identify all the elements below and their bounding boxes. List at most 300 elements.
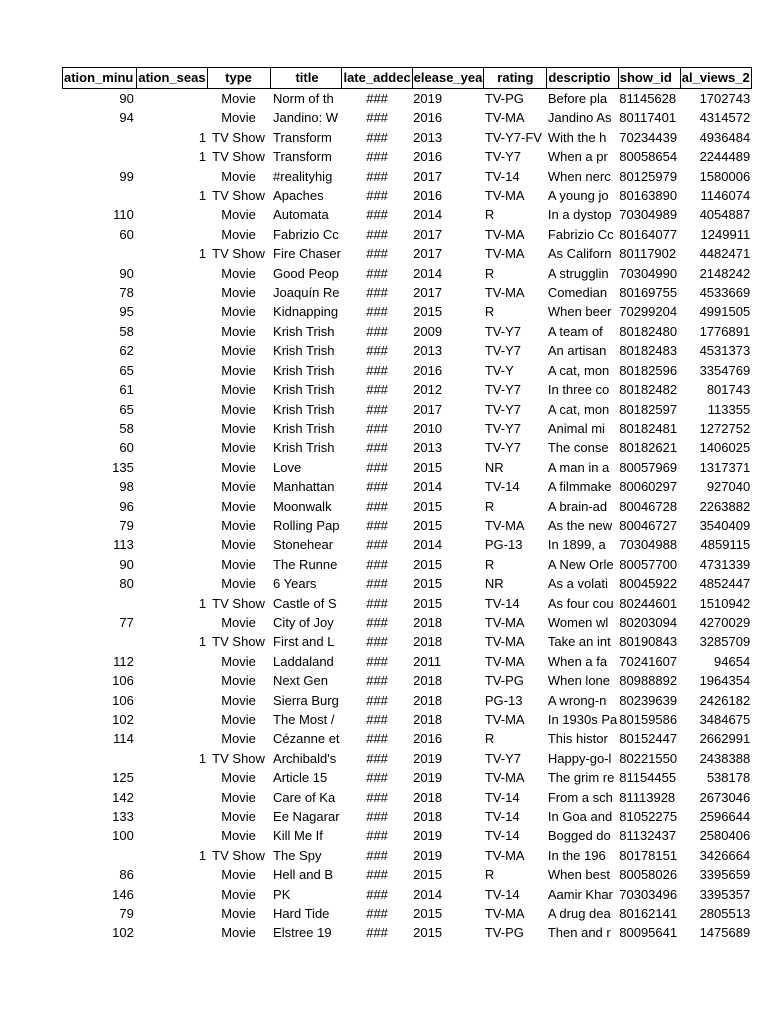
- cell-rating[interactable]: TV-MA: [484, 653, 525, 669]
- cell-total-views[interactable]: 4852447: [699, 576, 751, 592]
- cell-release-year[interactable]: 2014: [413, 207, 443, 223]
- cell-title[interactable]: Care of Ka: [273, 789, 336, 805]
- cell-title[interactable]: Krish Trish: [273, 323, 335, 339]
- cell-show-id[interactable]: 70304989: [619, 207, 678, 223]
- cell-release-year[interactable]: 2015: [413, 517, 443, 533]
- cell-title[interactable]: Kill Me If: [273, 828, 323, 844]
- cell-duration-seasons[interactable]: [137, 302, 207, 321]
- cell-total-views[interactable]: 113355: [707, 401, 751, 417]
- cell-release-year[interactable]: 2013: [413, 343, 443, 359]
- cell-description[interactable]: Take an int: [547, 634, 611, 650]
- cell-date-added[interactable]: ###: [366, 401, 388, 417]
- cell-duration-seasons[interactable]: [137, 555, 207, 574]
- cell-duration-seasons[interactable]: [137, 477, 207, 496]
- cell-type[interactable]: Movie: [221, 653, 256, 669]
- cell-duration-seasons[interactable]: [137, 322, 207, 341]
- cell-rating[interactable]: TV-14: [484, 168, 520, 184]
- cell-rating[interactable]: TV-MA: [484, 226, 525, 242]
- cell-duration-seasons[interactable]: [137, 574, 207, 593]
- cell-duration-minutes[interactable]: 78: [119, 285, 134, 301]
- cell-duration-minutes[interactable]: 114: [113, 731, 134, 747]
- cell-description[interactable]: Happy-go-l: [547, 750, 612, 766]
- cell-duration-minutes[interactable]: 102: [112, 925, 134, 941]
- cell-release-year[interactable]: 2019: [413, 770, 443, 786]
- cell-description[interactable]: A wrong-n: [547, 692, 607, 708]
- cell-description[interactable]: A cat, mon: [547, 362, 610, 378]
- cell-show-id[interactable]: 80203094: [619, 614, 678, 630]
- cell-release-year[interactable]: 2014: [413, 479, 443, 495]
- cell-title[interactable]: Next Gen: [273, 673, 328, 689]
- cell-date-added[interactable]: ###: [366, 517, 388, 533]
- cell-show-id[interactable]: 80046727: [619, 517, 678, 533]
- cell-rating[interactable]: TV-MA: [484, 110, 525, 126]
- cell-title[interactable]: The Most /: [273, 712, 335, 727]
- cell-description[interactable]: Aamir Khar: [547, 886, 613, 902]
- cell-date-added[interactable]: ###: [366, 285, 388, 301]
- cell-title[interactable]: Ee Nagarar: [273, 809, 340, 825]
- cell-type[interactable]: Movie: [221, 906, 256, 922]
- cell-duration-minutes[interactable]: 60: [119, 226, 134, 242]
- cell-type[interactable]: Movie: [221, 207, 256, 223]
- cell-total-views[interactable]: 2580406: [699, 828, 751, 844]
- cell-show-id[interactable]: 80182483: [619, 343, 678, 359]
- cell-release-year[interactable]: 2019: [413, 828, 443, 844]
- cell-show-id[interactable]: 81132437: [619, 828, 677, 844]
- cell-duration-seasons[interactable]: 1: [198, 149, 207, 165]
- cell-date-added[interactable]: ###: [366, 789, 388, 805]
- cell-release-year[interactable]: 2019: [413, 847, 443, 863]
- header-date-added[interactable]: late_addec: [342, 68, 412, 89]
- cell-duration-seasons[interactable]: [137, 225, 207, 244]
- cell-show-id[interactable]: 80182596: [619, 362, 678, 378]
- cell-duration-minutes[interactable]: [63, 244, 137, 263]
- cell-release-year[interactable]: 2015: [413, 595, 443, 611]
- cell-date-added[interactable]: ###: [366, 847, 388, 863]
- cell-type[interactable]: TV Show: [212, 750, 265, 766]
- cell-duration-minutes[interactable]: [63, 147, 137, 166]
- cell-total-views[interactable]: 1146074: [700, 188, 751, 204]
- cell-description[interactable]: Jandino As: [547, 110, 612, 126]
- cell-release-year[interactable]: 2018: [413, 673, 443, 689]
- cell-show-id[interactable]: 80117401: [619, 110, 677, 126]
- cell-description[interactable]: When a pr: [547, 149, 608, 165]
- cell-show-id[interactable]: 70234439: [619, 129, 678, 145]
- cell-total-views[interactable]: 3426664: [699, 847, 751, 863]
- cell-date-added[interactable]: ###: [366, 246, 388, 262]
- cell-duration-minutes[interactable]: [63, 186, 137, 205]
- cell-duration-minutes[interactable]: 112: [113, 653, 134, 669]
- cell-duration-minutes[interactable]: 80: [119, 576, 134, 592]
- cell-description[interactable]: As Californ: [547, 246, 612, 262]
- cell-duration-minutes[interactable]: 146: [112, 886, 134, 902]
- cell-title[interactable]: Hard Tide: [273, 906, 330, 922]
- cell-description[interactable]: A brain-ad: [547, 498, 608, 514]
- cell-title[interactable]: City of Joy: [273, 614, 334, 630]
- cell-release-year[interactable]: 2019: [413, 91, 443, 106]
- cell-date-added[interactable]: ###: [366, 595, 388, 611]
- cell-date-added[interactable]: ###: [366, 459, 388, 475]
- cell-show-id[interactable]: 80988892: [619, 673, 678, 689]
- cell-show-id[interactable]: 70299204: [619, 304, 678, 320]
- cell-date-added[interactable]: ###: [366, 382, 388, 398]
- cell-date-added[interactable]: ###: [366, 886, 388, 902]
- cell-date-added[interactable]: ###: [366, 226, 388, 242]
- cell-title[interactable]: Transform: [273, 149, 332, 165]
- cell-show-id[interactable]: 80182597: [619, 401, 678, 417]
- cell-duration-seasons[interactable]: [137, 535, 207, 554]
- cell-description[interactable]: A team of: [547, 323, 603, 339]
- cell-rating[interactable]: R: [484, 867, 495, 883]
- cell-duration-minutes[interactable]: 98: [119, 479, 134, 495]
- cell-release-year[interactable]: 2016: [413, 362, 443, 378]
- cell-show-id[interactable]: 80182621: [619, 440, 678, 456]
- cell-rating[interactable]: TV-Y: [484, 362, 514, 378]
- cell-type[interactable]: TV Show: [212, 246, 265, 262]
- cell-duration-seasons[interactable]: [137, 710, 207, 729]
- cell-release-year[interactable]: 2015: [413, 498, 443, 514]
- cell-type[interactable]: Movie: [221, 226, 256, 242]
- cell-date-added[interactable]: ###: [366, 91, 388, 106]
- cell-duration-minutes[interactable]: 58: [119, 420, 134, 436]
- cell-total-views[interactable]: 1964354: [699, 673, 751, 689]
- cell-release-year[interactable]: 2010: [413, 420, 443, 436]
- cell-release-year[interactable]: 2016: [413, 110, 443, 126]
- cell-type[interactable]: TV Show: [212, 129, 265, 145]
- cell-duration-minutes[interactable]: 142: [112, 789, 134, 805]
- cell-duration-minutes[interactable]: 125: [112, 770, 134, 786]
- cell-total-views[interactable]: 4314572: [699, 110, 751, 126]
- cell-duration-seasons[interactable]: [137, 400, 207, 419]
- cell-description[interactable]: A young jo: [547, 188, 609, 204]
- cell-description[interactable]: As four cou: [547, 595, 614, 611]
- cell-duration-seasons[interactable]: [137, 341, 207, 360]
- cell-duration-seasons[interactable]: 1: [198, 750, 207, 766]
- cell-rating[interactable]: TV-Y7: [484, 343, 521, 359]
- cell-title[interactable]: Castle of S: [273, 595, 337, 611]
- cell-date-added[interactable]: ###: [366, 731, 388, 747]
- cell-description[interactable]: From a sch: [547, 789, 613, 805]
- cell-show-id[interactable]: 80244601: [619, 595, 678, 611]
- cell-duration-seasons[interactable]: [137, 865, 207, 884]
- cell-total-views[interactable]: 3285709: [699, 634, 751, 650]
- cell-rating[interactable]: R: [484, 498, 495, 514]
- cell-duration-seasons[interactable]: [137, 516, 207, 535]
- cell-date-added[interactable]: ###: [366, 828, 388, 844]
- cell-description[interactable]: When lone: [547, 673, 611, 689]
- cell-rating[interactable]: TV-Y7: [484, 440, 521, 456]
- cell-description[interactable]: Comedian: [547, 285, 608, 301]
- cell-date-added[interactable]: ###: [366, 906, 388, 922]
- cell-type[interactable]: TV Show: [212, 149, 265, 165]
- cell-release-year[interactable]: 2018: [413, 634, 443, 650]
- cell-release-year[interactable]: 2015: [413, 304, 443, 320]
- cell-rating[interactable]: TV-Y7: [484, 401, 521, 417]
- cell-type[interactable]: Movie: [221, 789, 256, 805]
- cell-title[interactable]: #realityhig: [273, 168, 333, 184]
- cell-total-views[interactable]: 2426182: [699, 692, 751, 708]
- cell-rating[interactable]: TV-Y7-FV: [484, 129, 542, 145]
- cell-title[interactable]: Joaquín Re: [273, 285, 340, 301]
- header-type[interactable]: type: [207, 68, 270, 89]
- cell-title[interactable]: Elstree 19: [273, 925, 332, 941]
- cell-description[interactable]: A filmmake: [547, 479, 612, 495]
- cell-duration-seasons[interactable]: 1: [198, 634, 207, 650]
- cell-show-id[interactable]: 80159586: [619, 712, 678, 727]
- cell-rating[interactable]: TV-MA: [484, 517, 525, 533]
- cell-release-year[interactable]: 2017: [413, 226, 443, 242]
- cell-release-year[interactable]: 2012: [413, 382, 443, 398]
- cell-type[interactable]: Movie: [221, 556, 256, 572]
- cell-rating[interactable]: R: [484, 265, 495, 281]
- cell-duration-seasons[interactable]: [137, 788, 207, 807]
- cell-title[interactable]: The Runne: [273, 556, 338, 572]
- cell-duration-minutes[interactable]: 94: [119, 110, 134, 126]
- cell-duration-seasons[interactable]: [137, 768, 207, 787]
- header-duration-seasons[interactable]: ation_seas: [137, 68, 207, 89]
- cell-type[interactable]: Movie: [221, 459, 256, 475]
- cell-show-id[interactable]: 80169755: [619, 285, 678, 301]
- cell-total-views[interactable]: 4731339: [699, 556, 751, 572]
- cell-date-added[interactable]: ###: [366, 770, 388, 786]
- cell-release-year[interactable]: 2016: [413, 149, 443, 165]
- cell-rating[interactable]: TV-MA: [484, 712, 525, 727]
- cell-total-views[interactable]: 4054887: [699, 207, 751, 223]
- cell-date-added[interactable]: ###: [366, 265, 388, 281]
- cell-release-year[interactable]: 2016: [413, 731, 443, 747]
- cell-duration-minutes[interactable]: 113: [113, 537, 134, 553]
- cell-date-added[interactable]: ###: [366, 750, 388, 766]
- cell-type[interactable]: Movie: [221, 692, 256, 708]
- cell-date-added[interactable]: ###: [366, 498, 388, 514]
- cell-title[interactable]: Moonwalk: [273, 498, 332, 514]
- cell-total-views[interactable]: 3354769: [699, 362, 751, 378]
- cell-duration-seasons[interactable]: [137, 438, 207, 457]
- cell-description[interactable]: An artisan: [547, 343, 607, 359]
- cell-total-views[interactable]: 4991505: [699, 304, 751, 320]
- cell-type[interactable]: Movie: [221, 285, 256, 301]
- cell-type[interactable]: Movie: [221, 867, 256, 883]
- cell-show-id[interactable]: 81145628: [619, 91, 677, 106]
- cell-duration-minutes[interactable]: 65: [119, 401, 134, 417]
- cell-duration-minutes[interactable]: 110: [113, 207, 134, 223]
- cell-release-year[interactable]: 2018: [413, 712, 443, 727]
- cell-duration-minutes[interactable]: 133: [112, 809, 134, 825]
- cell-show-id[interactable]: 80060297: [619, 479, 678, 495]
- cell-title[interactable]: Manhattan: [273, 479, 335, 495]
- cell-type[interactable]: Movie: [221, 517, 256, 533]
- cell-total-views[interactable]: 2805513: [699, 906, 751, 922]
- cell-show-id[interactable]: 80117902: [619, 246, 677, 262]
- cell-release-year[interactable]: 2018: [413, 789, 443, 805]
- cell-rating[interactable]: TV-MA: [484, 634, 525, 650]
- cell-show-id[interactable]: 70304990: [619, 265, 678, 281]
- cell-date-added[interactable]: ###: [366, 110, 388, 126]
- cell-rating[interactable]: TV-MA: [484, 614, 525, 630]
- cell-date-added[interactable]: ###: [366, 867, 388, 883]
- cell-rating[interactable]: R: [484, 207, 495, 223]
- cell-release-year[interactable]: 2014: [413, 265, 443, 281]
- cell-date-added[interactable]: ###: [366, 576, 388, 592]
- cell-description[interactable]: Animal mi: [547, 420, 605, 436]
- cell-rating[interactable]: TV-14: [484, 479, 520, 495]
- cell-duration-seasons[interactable]: 1: [198, 188, 207, 204]
- cell-total-views[interactable]: 4270029: [699, 614, 751, 630]
- cell-show-id[interactable]: 81113928: [619, 789, 676, 805]
- cell-total-views[interactable]: 94654: [714, 653, 751, 669]
- cell-total-views[interactable]: 1776891: [699, 323, 751, 339]
- cell-description[interactable]: When best: [547, 867, 611, 883]
- cell-date-added[interactable]: ###: [366, 556, 388, 572]
- cell-title[interactable]: Stonehear: [273, 537, 334, 553]
- cell-duration-seasons[interactable]: [137, 89, 207, 109]
- cell-date-added[interactable]: ###: [366, 634, 388, 650]
- cell-total-views[interactable]: 3484675: [699, 712, 751, 727]
- cell-duration-minutes[interactable]: [63, 749, 137, 768]
- cell-rating[interactable]: R: [484, 556, 495, 572]
- cell-title[interactable]: PK: [273, 886, 291, 902]
- cell-duration-minutes[interactable]: 90: [119, 556, 134, 572]
- cell-duration-seasons[interactable]: [137, 380, 207, 399]
- header-rating[interactable]: rating: [484, 68, 547, 89]
- cell-title[interactable]: Jandino: W: [273, 110, 339, 126]
- cell-total-views[interactable]: 2662991: [699, 731, 751, 747]
- cell-type[interactable]: Movie: [221, 382, 256, 398]
- cell-type[interactable]: Movie: [221, 440, 256, 456]
- cell-release-year[interactable]: 2018: [413, 614, 443, 630]
- cell-type[interactable]: Movie: [221, 809, 256, 825]
- cell-duration-seasons[interactable]: [137, 497, 207, 516]
- cell-rating[interactable]: PG-13: [484, 537, 523, 553]
- cell-total-views[interactable]: 927040: [706, 479, 751, 495]
- cell-title[interactable]: The Spy: [273, 847, 322, 863]
- cell-release-year[interactable]: 2015: [413, 906, 443, 922]
- cell-show-id[interactable]: 80162141: [619, 906, 678, 922]
- cell-release-year[interactable]: 2009: [413, 323, 443, 339]
- cell-duration-seasons[interactable]: [137, 671, 207, 690]
- cell-title[interactable]: Kidnapping: [273, 304, 339, 320]
- cell-description[interactable]: With the h: [547, 129, 607, 145]
- cell-type[interactable]: Movie: [221, 343, 256, 359]
- cell-show-id[interactable]: 80125979: [619, 168, 678, 184]
- cell-duration-seasons[interactable]: [137, 807, 207, 826]
- cell-type[interactable]: TV Show: [212, 634, 265, 650]
- cell-date-added[interactable]: ###: [366, 323, 388, 339]
- cell-release-year[interactable]: 2016: [413, 188, 443, 204]
- cell-total-views[interactable]: 1317371: [699, 459, 751, 475]
- cell-duration-minutes[interactable]: 60: [119, 440, 134, 456]
- cell-type[interactable]: Movie: [221, 498, 256, 514]
- cell-rating[interactable]: TV-Y7: [484, 323, 521, 339]
- cell-rating[interactable]: TV-MA: [484, 188, 525, 204]
- cell-date-added[interactable]: ###: [366, 188, 388, 204]
- cell-rating[interactable]: TV-14: [484, 595, 520, 611]
- cell-description[interactable]: A New Orle: [547, 556, 614, 572]
- cell-duration-seasons[interactable]: [137, 419, 207, 438]
- cell-duration-seasons[interactable]: 1: [198, 129, 207, 145]
- header-title[interactable]: title: [270, 68, 342, 89]
- cell-duration-seasons[interactable]: [137, 361, 207, 380]
- cell-description[interactable]: As the new: [547, 517, 613, 533]
- cell-type[interactable]: Movie: [221, 362, 256, 378]
- cell-rating[interactable]: NR: [484, 459, 504, 475]
- cell-description[interactable]: The grim re: [547, 770, 615, 786]
- cell-type[interactable]: Movie: [221, 323, 256, 339]
- header-release-year[interactable]: elease_yea: [412, 68, 484, 89]
- cell-date-added[interactable]: ###: [366, 479, 388, 495]
- header-total-views[interactable]: al_views_2: [680, 68, 751, 89]
- cell-duration-seasons[interactable]: [137, 904, 207, 923]
- cell-title[interactable]: 6 Years: [273, 576, 317, 592]
- cell-duration-minutes[interactable]: 61: [119, 382, 134, 398]
- cell-total-views[interactable]: 1249911: [700, 226, 751, 242]
- cell-date-added[interactable]: ###: [366, 712, 388, 727]
- cell-release-year[interactable]: 2017: [413, 168, 443, 184]
- cell-show-id[interactable]: 80058026: [619, 867, 678, 883]
- cell-rating[interactable]: TV-MA: [484, 285, 525, 301]
- cell-show-id[interactable]: 70241607: [619, 653, 678, 669]
- cell-description[interactable]: This histor: [547, 731, 608, 747]
- cell-duration-seasons[interactable]: [137, 458, 207, 477]
- cell-show-id[interactable]: 81052275: [619, 809, 678, 825]
- cell-title[interactable]: Cézanne et: [273, 731, 340, 747]
- cell-description[interactable]: A man in a: [547, 459, 610, 475]
- cell-title[interactable]: First and L: [273, 634, 335, 650]
- cell-duration-seasons[interactable]: [137, 167, 207, 186]
- cell-release-year[interactable]: 2013: [413, 440, 443, 456]
- cell-description[interactable]: In the 196: [547, 847, 606, 863]
- cell-title[interactable]: Love: [273, 459, 302, 475]
- cell-show-id[interactable]: 80178151: [619, 847, 678, 863]
- cell-duration-seasons[interactable]: [137, 729, 207, 748]
- cell-rating[interactable]: TV-14: [484, 789, 520, 805]
- cell-duration-minutes[interactable]: 102: [112, 712, 134, 727]
- cell-duration-minutes[interactable]: 77: [119, 614, 134, 630]
- cell-type[interactable]: Movie: [221, 673, 256, 689]
- cell-duration-seasons[interactable]: [137, 652, 207, 671]
- cell-release-year[interactable]: 2015: [413, 867, 443, 883]
- cell-type[interactable]: Movie: [221, 925, 256, 941]
- cell-duration-minutes[interactable]: 65: [119, 362, 134, 378]
- cell-rating[interactable]: NR: [484, 576, 504, 592]
- cell-description[interactable]: In a dystop: [547, 207, 612, 223]
- cell-duration-minutes[interactable]: 90: [119, 265, 134, 281]
- cell-duration-minutes[interactable]: [63, 594, 137, 613]
- cell-duration-seasons[interactable]: [137, 826, 207, 845]
- cell-description[interactable]: In 1930s Pa: [547, 712, 618, 727]
- cell-date-added[interactable]: ###: [366, 362, 388, 378]
- cell-title[interactable]: Laddaland: [273, 653, 334, 669]
- cell-title[interactable]: Automata: [273, 207, 329, 223]
- cell-duration-seasons[interactable]: [137, 613, 207, 632]
- cell-date-added[interactable]: ###: [366, 673, 388, 689]
- cell-duration-seasons[interactable]: [137, 108, 207, 127]
- cell-total-views[interactable]: 2263882: [699, 498, 751, 514]
- cell-show-id[interactable]: 80182480: [619, 323, 678, 339]
- cell-type[interactable]: Movie: [221, 576, 256, 592]
- cell-release-year[interactable]: 2017: [413, 401, 443, 417]
- cell-type[interactable]: TV Show: [212, 188, 265, 204]
- cell-duration-minutes[interactable]: 79: [119, 517, 134, 533]
- cell-type[interactable]: Movie: [221, 91, 256, 106]
- cell-rating[interactable]: PG-13: [484, 692, 523, 708]
- cell-description[interactable]: When nerc: [547, 168, 611, 184]
- cell-type[interactable]: Movie: [221, 731, 256, 747]
- cell-duration-minutes[interactable]: [63, 846, 137, 865]
- cell-duration-seasons[interactable]: [137, 283, 207, 302]
- cell-duration-minutes[interactable]: 99: [119, 168, 134, 184]
- cell-rating[interactable]: TV-PG: [484, 925, 524, 941]
- cell-show-id[interactable]: 70304988: [619, 537, 678, 553]
